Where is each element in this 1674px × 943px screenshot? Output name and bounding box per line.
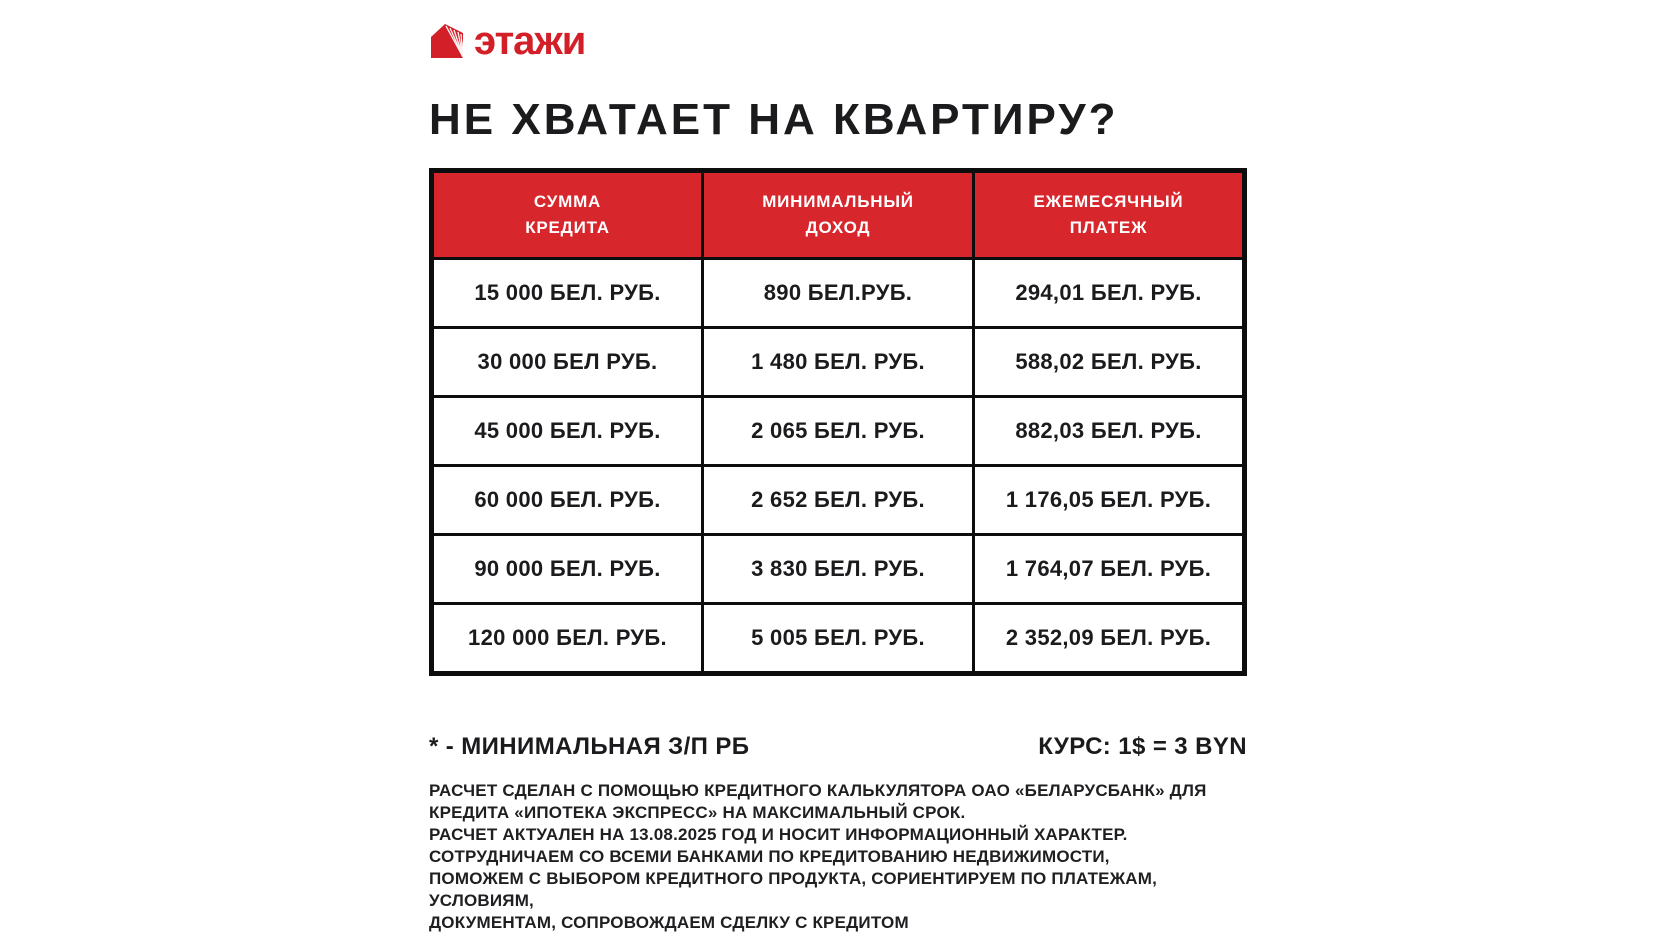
- table-row: [432, 397, 1245, 466]
- footnote-min-salary: * - МИНИМАЛЬНАЯ З/П РБ: [429, 733, 750, 760]
- min-income-cell: 2 065 БЕЛ. РУБ.: [703, 397, 974, 466]
- brand-logo: [429, 19, 1247, 63]
- min-income-cell: 2 652 БЕЛ. РУБ.: [703, 466, 974, 535]
- disclaimer-text: [429, 780, 1247, 934]
- header-line: ЕЖЕМЕСЯЧНЫЙ: [1033, 191, 1184, 211]
- table-row: [432, 604, 1245, 674]
- monthly-payment-cell: 1 176,05 БЕЛ. РУБ.: [974, 466, 1245, 535]
- credit-sum-cell: 45 000 БЕЛ. РУБ.: [432, 397, 703, 466]
- monthly-payment-cell: 1 764,07 БЕЛ. РУБ.: [974, 535, 1245, 604]
- credit-sum-cell: 15 000 БЕЛ. РУБ.: [432, 259, 703, 328]
- disclaimer-line: ПОМОЖЕМ С ВЫБОРОМ КРЕДИТНОГО ПРОДУКТА, СОРИЕНТИРУЕМ ПО ПЛАТЕЖАМ,: [429, 869, 1158, 888]
- monthly-payment-cell: 882,03 БЕЛ. РУБ.: [974, 397, 1245, 466]
- etazhi-house-icon: [429, 22, 465, 60]
- credit-sum-cell: 30 000 БЕЛ РУБ.: [432, 328, 703, 397]
- header-line: КРЕДИТА: [525, 218, 610, 237]
- table-row: [432, 328, 1245, 397]
- disclaimer-line: РАСЧЕТ АКТУАЛЕН НА 13.08.2025 ГОД И НОСИТ ИНФОРМАЦИОННЫЙ ХАРАКТЕР.: [429, 825, 1128, 844]
- credit-table: [429, 168, 1247, 676]
- content-column: [429, 0, 1247, 934]
- disclaimer-line: КРЕДИТА «ИПОТЕКА ЭКСПРЕСС» НА МАКСИМАЛЬНЫЙ СРОК.: [429, 803, 966, 822]
- min-income-cell: 5 005 БЕЛ. РУБ.: [703, 604, 974, 674]
- monthly-payment-cell: 294,01 БЕЛ. РУБ.: [974, 259, 1245, 328]
- min-income-cell: 890 БЕЛ.РУБ.: [703, 259, 974, 328]
- footnote-exchange-rate: КУРС: 1$ = 3 BYN: [1038, 733, 1247, 760]
- header-line: МИНИМАЛЬНЫЙ: [762, 191, 914, 211]
- column-header-min-income: [703, 171, 974, 259]
- monthly-payment-cell: 2 352,09 БЕЛ. РУБ.: [974, 604, 1245, 674]
- min-income-cell: 1 480 БЕЛ. РУБ.: [703, 328, 974, 397]
- table-row: [432, 535, 1245, 604]
- credit-sum-cell: 90 000 БЕЛ. РУБ.: [432, 535, 703, 604]
- table-row: [432, 259, 1245, 328]
- footnote-row: [429, 732, 1247, 762]
- monthly-payment-cell: 588,02 БЕЛ. РУБ.: [974, 328, 1245, 397]
- disclaimer-line: ДОКУМЕНТАМ, СОПРОВОЖДАЕМ СДЕЛКУ С КРЕДИТОМ: [429, 913, 909, 932]
- brand-logo-text: этажи: [474, 19, 586, 63]
- disclaimer-line: СОТРУДНИЧАЕМ СО ВСЕМИ БАНКАМИ ПО КРЕДИТОВАНИЮ НЕДВИЖИМОСТИ,: [429, 847, 1110, 866]
- column-header-credit-sum: [432, 171, 703, 259]
- credit-sum-cell: 120 000 БЕЛ. РУБ.: [432, 604, 703, 674]
- page-title: НЕ ХВАТАЕТ НА КВАРТИРУ?: [429, 95, 1119, 144]
- header-line: СУММА: [533, 191, 602, 211]
- column-header-monthly-payment: [974, 171, 1245, 259]
- table-header-row: [432, 171, 1245, 259]
- disclaimer-line: РАСЧЕТ СДЕЛАН С ПОМОЩЬЮ КРЕДИТНОГО КАЛЬКУЛЯТОРА ОАО «БЕЛАРУСБАНК» ДЛЯ: [429, 781, 1207, 800]
- table-row: [432, 466, 1245, 535]
- disclaimer-line: УСЛОВИЯМ,: [429, 891, 534, 910]
- min-income-cell: 3 830 БЕЛ. РУБ.: [703, 535, 974, 604]
- credit-sum-cell: 60 000 БЕЛ. РУБ.: [432, 466, 703, 535]
- header-line: ДОХОД: [805, 218, 871, 237]
- header-line: ПЛАТЕЖ: [1069, 218, 1148, 237]
